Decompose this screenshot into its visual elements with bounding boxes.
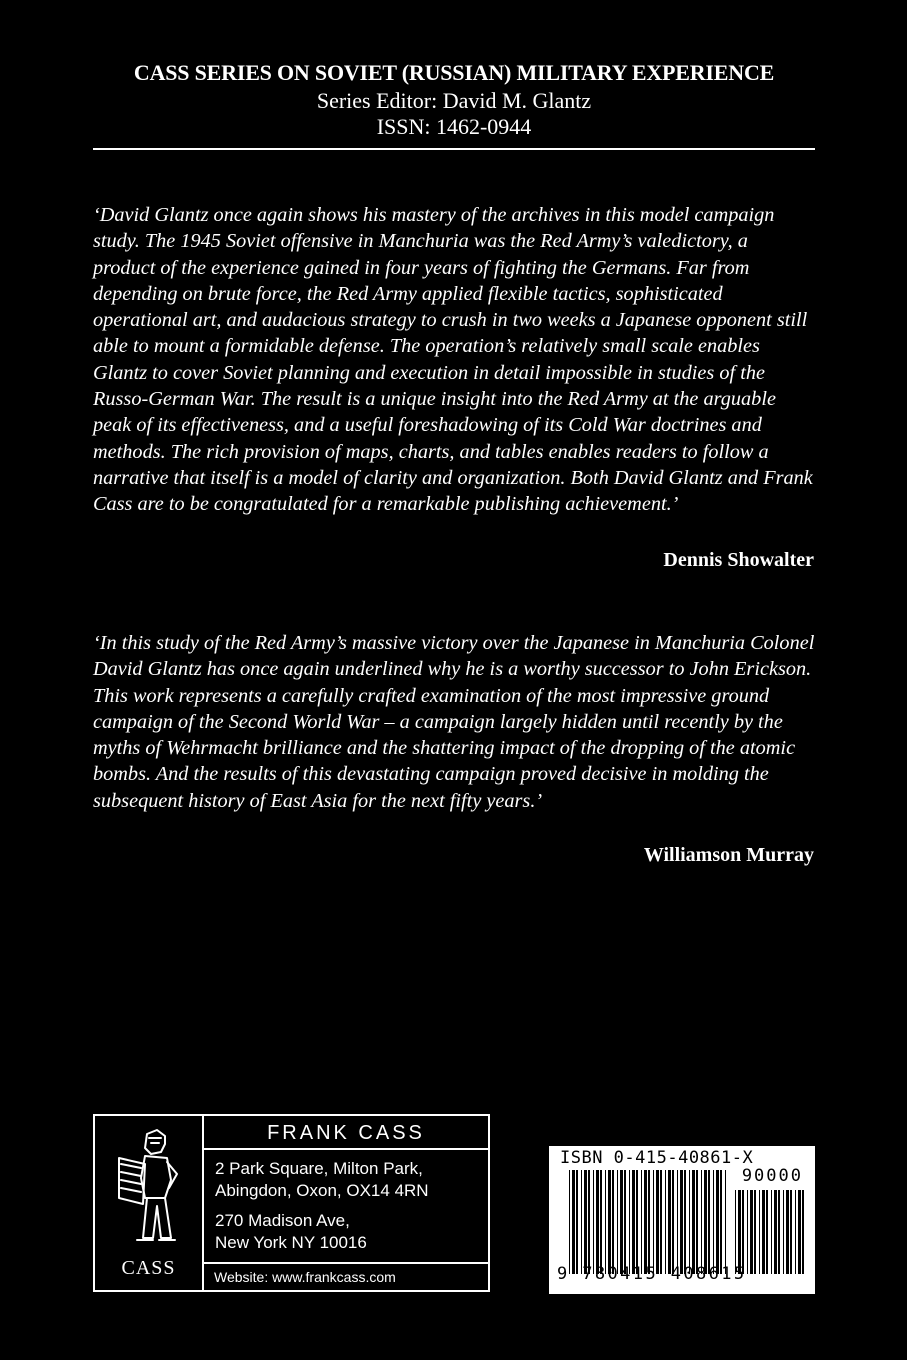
quote-author: Dennis Showalter xyxy=(663,549,814,571)
us-address xyxy=(215,1210,367,1254)
barcode-bar xyxy=(713,1170,714,1274)
isbn-number: ISBN 0-415-40861-X xyxy=(560,1148,754,1168)
barcode-bar xyxy=(689,1170,690,1274)
quote-author: Williamson Murray xyxy=(643,844,814,866)
barcode-bar xyxy=(783,1190,784,1274)
publisher-logo xyxy=(95,1116,204,1290)
barcode-bar xyxy=(569,1170,570,1274)
barcode-bar xyxy=(771,1190,772,1274)
publisher-website: Website: www.frankcass.com xyxy=(204,1262,488,1290)
barcode-bar xyxy=(656,1170,659,1274)
barcode-bar xyxy=(802,1190,804,1274)
barcode-bar xyxy=(612,1170,614,1274)
barcode-bar xyxy=(684,1170,686,1274)
series-editor: Series Editor: David M. Glantz xyxy=(316,88,592,113)
barcode-bar xyxy=(665,1170,666,1274)
barcode-bar xyxy=(600,1170,602,1274)
barcode-bar xyxy=(629,1170,630,1274)
barcode-bar xyxy=(648,1170,650,1274)
barcode-bar xyxy=(716,1170,719,1274)
barcode-bar xyxy=(620,1170,623,1274)
barcode-bar xyxy=(738,1190,741,1274)
barcode-bar xyxy=(795,1190,796,1274)
logo-text: CASS xyxy=(121,1257,176,1279)
barcode-bar xyxy=(576,1170,578,1274)
barcode-bar xyxy=(644,1170,647,1274)
barcode-bar xyxy=(680,1170,683,1274)
header-divider xyxy=(93,148,815,150)
barcode-bar xyxy=(608,1170,611,1274)
barcode-bar xyxy=(742,1190,744,1274)
address-line: 270 Madison Ave, xyxy=(215,1211,350,1230)
barcode-bar xyxy=(636,1170,638,1274)
price-addon: 90000 xyxy=(741,1166,803,1186)
barcode-bar xyxy=(632,1170,635,1274)
barcode-bar xyxy=(581,1170,582,1274)
address-line: 2 Park Square, Milton Park, xyxy=(215,1159,423,1178)
quote-text: ‘In this study of the Red Army’s massive victory over the Japanese in Manchuria Colonel David Glantz has once again underlined why he is a worthy successor to John Erickson. This work represents a carefully crafted examination of the most impressive ground campaign of the Second World War – a campaign largely hidden until recently by the myths of Wehrmacht brilliance and the shattering impact of the dropping of the atomic bombs. And the results of this devastating campaign proved decisive in molding the subsequent history of East Asia for the next fifty years.’ xyxy=(93,632,815,812)
barcode-bar xyxy=(660,1170,662,1274)
barcode-bar xyxy=(762,1190,765,1274)
barcode-bar xyxy=(596,1170,599,1274)
quote-text: ‘David Glantz once again shows his mastery of the archives in this model campaign study. The 1945 Soviet offensive in Manchuria was the Red Army’s valedictory, a product of the experience gained in four years of fighting the Germans. Far from depending on brute force, the Red Army applied flexible tactics, sophisticated operational art, and audacious strategy to crush in two weeks a Japanese opponent still able to mount a formidable defense. The operation’s relatively small scale enables Glantz to cover Soviet planning and execution in detail impossible in studies of the Russo-German War. The result is a unique insight into the Red Army at the arguable peak of its effectiveness, and a useful foreshadowing of its Cold War doctrines and methods. The rich provision of maps, charts, and tables enables readers to follow a narrative that itself is a model of clarity and organization. Both David Glantz and Frank Cass are to be congratulated for a remarkable publishing achievement.’ xyxy=(93,204,813,516)
barcode-bar xyxy=(754,1190,756,1274)
barcode-bar xyxy=(653,1170,654,1274)
figure-holding-book-icon xyxy=(107,1128,191,1258)
barcode-bar xyxy=(708,1170,710,1274)
barcode-bar xyxy=(735,1190,736,1274)
series-header xyxy=(93,58,815,140)
barcode-bar xyxy=(668,1170,671,1274)
uk-address xyxy=(215,1158,429,1202)
barcode-bar xyxy=(790,1190,792,1274)
barcode-bar xyxy=(704,1170,707,1274)
publisher-box xyxy=(93,1114,490,1292)
barcode-bar xyxy=(766,1190,768,1274)
barcode-bar xyxy=(593,1170,594,1274)
barcode-bar xyxy=(750,1190,753,1274)
barcode-bar xyxy=(572,1170,575,1274)
barcode-bar xyxy=(624,1170,626,1274)
barcode-bar xyxy=(725,1170,726,1274)
ean-number: 9 780415 408615 xyxy=(557,1264,747,1284)
barcode-bar xyxy=(696,1170,698,1274)
barcode-bar xyxy=(774,1190,777,1274)
barcode-bar xyxy=(692,1170,695,1274)
isbn-barcode xyxy=(549,1146,815,1294)
barcode-bar xyxy=(641,1170,642,1274)
series-title: CASS SERIES ON SOVIET (RUSSIAN) MILITARY EXPERIENCE xyxy=(133,60,775,85)
barcode-bar xyxy=(798,1190,801,1274)
barcode-bar xyxy=(720,1170,722,1274)
barcode-bar xyxy=(701,1170,702,1274)
address-line: Abingdon, Oxon, OX14 4RN xyxy=(215,1181,429,1200)
barcode-bar xyxy=(747,1190,748,1274)
barcode-bar xyxy=(672,1170,674,1274)
publisher-name: FRANK CASS xyxy=(204,1116,488,1150)
barcode-bar xyxy=(778,1190,780,1274)
barcode-bar xyxy=(588,1170,590,1274)
barcode-bar xyxy=(617,1170,618,1274)
address-line: New York NY 10016 xyxy=(215,1233,367,1252)
barcode-bar xyxy=(605,1170,606,1274)
barcode-bar xyxy=(759,1190,760,1274)
barcode-bar xyxy=(677,1170,678,1274)
series-issn: ISSN: 1462-0944 xyxy=(376,114,532,139)
barcode-bar xyxy=(786,1190,789,1274)
barcode-bar xyxy=(584,1170,587,1274)
